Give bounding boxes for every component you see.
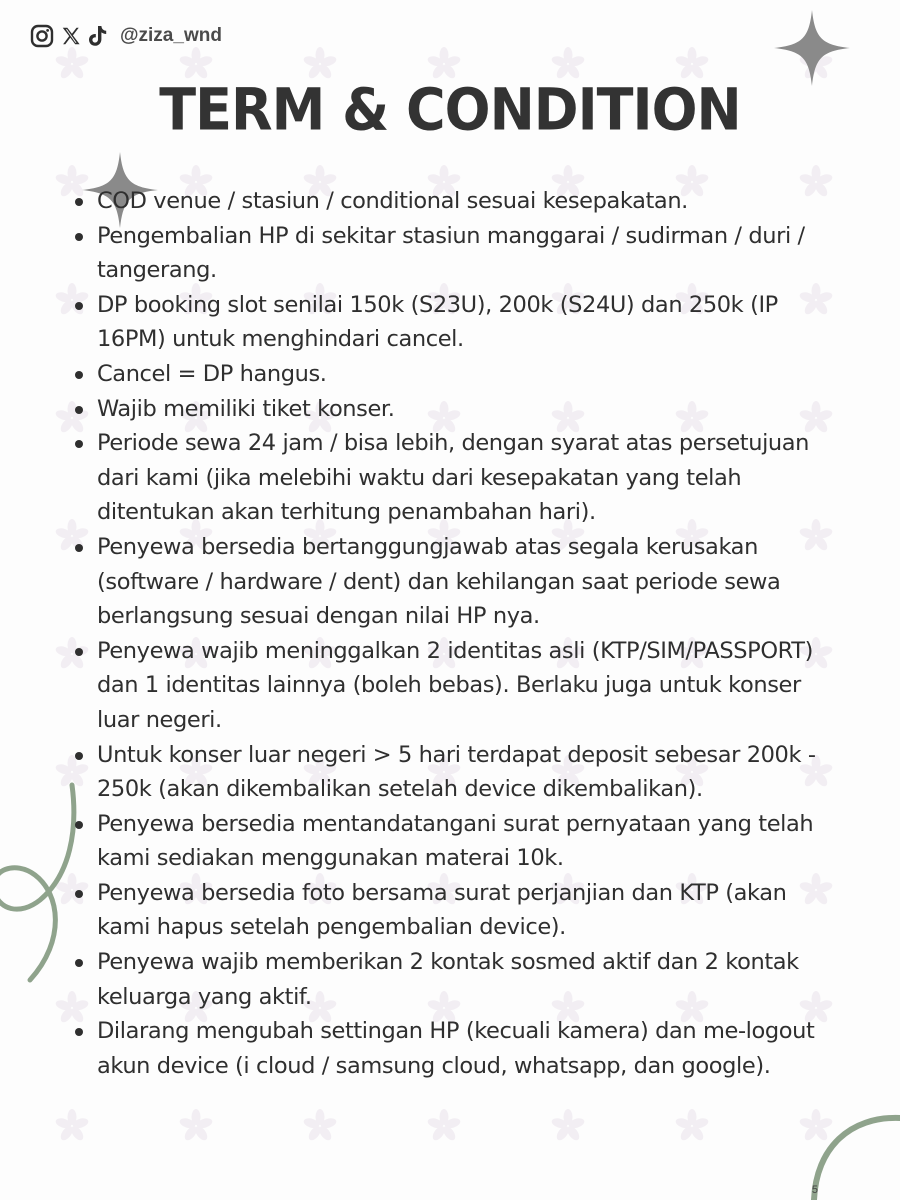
- term-text: Dilarang mengubah settingan HP (kecuali kamera) dan me-logout akun device (i cloud / samsung cloud, whatsapp, dan google).: [97, 1018, 815, 1079]
- term-item: [75, 807, 835, 876]
- tiktok-icon: [88, 25, 108, 47]
- term-text: Wajib memiliki tiket konser.: [97, 395, 395, 422]
- social-header: [30, 22, 222, 50]
- bullet-icon: [75, 821, 83, 829]
- term-item: [75, 876, 835, 945]
- page-title: TERM & CONDITION: [159, 75, 741, 144]
- term-text: Penyewa wajib memberikan 2 kontak sosmed aktif dan 2 kontak keluarga yang aktif.: [97, 949, 799, 1010]
- term-item: [75, 738, 835, 807]
- bullet-icon: [75, 302, 83, 310]
- term-text: Penyewa bersedia mentandatangani surat pernyataan yang telah kami sediakan menggunakan materai 10k.: [97, 810, 814, 872]
- term-item: [75, 426, 835, 530]
- bullet-icon: [75, 198, 83, 206]
- term-text: Untuk konser luar negeri > 5 hari terdapat deposit sebesar 200k - 250k (akan dikembalikan setelah device dikembalikan).: [97, 741, 816, 803]
- term-text: DP booking slot senilai 150k (S23U), 200k (S24U) dan 250k (IP 16PM) untuk menghindari cancel.: [97, 291, 778, 353]
- term-item: [75, 392, 835, 427]
- social-handle: @ziza_wnd: [120, 25, 222, 46]
- term-item: [75, 219, 835, 288]
- bullet-icon: [75, 752, 83, 760]
- term-item: [75, 288, 835, 357]
- bullet-icon: [75, 233, 83, 241]
- bullet-icon: [75, 440, 83, 448]
- instagram-icon: [30, 24, 54, 48]
- term-text: Periode sewa 24 jam / bisa lebih, dengan syarat atas persetujuan dari kami (jika melebihi waktu dari kesepakatan yang telah ditentukan akan terhitung penambahan hari).: [97, 430, 810, 526]
- term-text: Penyewa wajib meninggalkan 2 identitas asli (KTP/SIM/PASSPORT) dan 1 identitas lainnya (boleh bebas). Berlaku juga untuk konser luar negeri.: [97, 637, 813, 733]
- term-item: [75, 945, 835, 1014]
- bullet-icon: [75, 406, 83, 414]
- page-number: 5: [811, 1184, 818, 1196]
- bullet-icon: [75, 648, 83, 656]
- term-item: [75, 634, 835, 738]
- term-item: [75, 1014, 835, 1083]
- bullet-icon: [75, 371, 83, 379]
- term-text: Penyewa bersedia bertanggungjawab atas segala kerusakan (software / hardware / dent) dan kehilangan saat periode sewa berlangsung sesuai dengan nilai HP nya.: [97, 533, 781, 630]
- terms-list: [75, 184, 835, 1083]
- term-item: [75, 184, 835, 219]
- term-item: [75, 530, 835, 634]
- term-item: [75, 357, 835, 392]
- term-text: Penyewa bersedia foto bersama surat perjanjian dan KTP (akan kami hapus setelah pengembalian device).: [97, 879, 787, 941]
- bullet-icon: [75, 890, 83, 898]
- term-text: Cancel = DP hangus.: [97, 360, 327, 387]
- term-text: Pengembalian HP di sekitar stasiun manggarai / sudirman / duri / tangerang.: [97, 222, 805, 284]
- bullet-icon: [75, 1028, 83, 1036]
- bullet-icon: [75, 544, 83, 552]
- term-text: COD venue / stasiun / conditional sesuai kesepakatan.: [97, 188, 688, 214]
- x-icon: [60, 25, 82, 47]
- bullet-icon: [75, 959, 83, 967]
